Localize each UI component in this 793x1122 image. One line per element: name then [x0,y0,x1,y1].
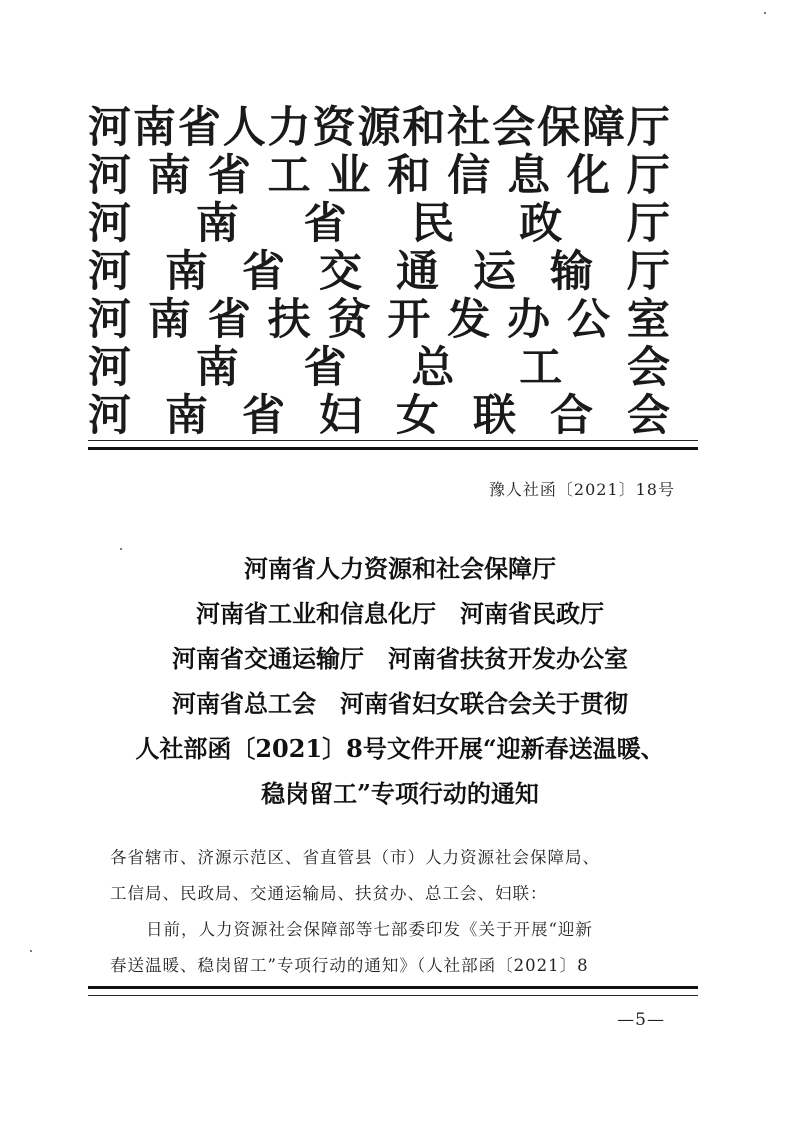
issuer-char: 南 [165,391,208,441]
title-line: 河南省工业和信息化厅 河南省民政厅 [196,599,604,628]
issuer-char: 省 [303,343,347,393]
body-paragraph [110,912,710,984]
scan-speck [120,548,122,550]
issuer-char: 资 [312,103,356,153]
issuer-char: 交 [319,247,362,297]
header-divider [88,440,698,450]
title-line: 河南省人力资源和社会保障厅 [244,554,556,583]
issuer-char: 力 [267,103,311,153]
issuer-char: 河 [88,199,131,249]
issuer-char: 合 [550,391,593,441]
issuer-char: 和 [402,103,446,153]
issuer-char: 办 [507,295,551,345]
issuer-char: 厅 [626,103,670,153]
issuer-line [88,152,670,200]
issuer-char: 工 [267,151,311,201]
issuer-char: 源 [357,103,401,153]
issuer-char: 会 [492,103,536,153]
document-title [100,546,700,816]
body-line: 日前，人力资源社会保障部等七部委印发《关于开展“迎新 [146,920,593,939]
addressee-line: 各省辖市、济源示范区、省直管县（市）人力资源社会保障局、 [110,848,600,867]
issuer-char: 扶 [267,295,311,345]
issuer-char: 河 [88,247,131,297]
issuer-char: 人 [222,103,266,153]
issuer-char: 室 [626,295,670,345]
issuer-line [88,296,670,344]
issuer-char: 女 [396,391,439,441]
issuer-header [88,104,670,440]
issuer-char: 省 [242,391,285,441]
issuer-char: 发 [447,295,491,345]
issuer-line [88,344,670,392]
document-number: 豫人社函〔2021〕18号 [488,480,675,499]
issuer-char: 南 [147,295,191,345]
issuer-char: 总 [411,343,455,393]
issuer-char: 南 [195,199,239,249]
issuer-char: 社 [447,103,491,153]
issuer-char: 政 [519,199,563,249]
title-line: 稳岗留工”专项行动的通知 [261,779,539,808]
issuer-char: 工 [519,343,563,393]
issuer-char: 厅 [626,199,670,249]
title-line: 人社部函〔2021〕8号文件开展“迎新春送温暖、 [135,734,665,763]
addressee [110,840,710,912]
issuer-char: 联 [473,391,516,441]
issuer-line [88,200,670,248]
issuer-char: 开 [387,295,431,345]
issuer-char: 运 [473,247,516,297]
issuer-char: 南 [195,343,239,393]
issuer-char: 南 [132,103,176,153]
issuer-char: 保 [537,103,581,153]
issuer-char: 省 [242,247,285,297]
issuer-char: 信 [447,151,491,201]
issuer-char: 输 [550,247,593,297]
issuer-char: 省 [207,151,251,201]
issuer-char: 化 [567,151,610,201]
issuer-char: 业 [327,151,371,201]
body-line: 春送温暖、稳岗留工”专项行动的通知》（人社部函〔2021〕8 [110,956,589,975]
issuer-char: 省 [207,295,251,345]
scan-speck [30,950,32,952]
scan-speck [764,12,766,14]
issuer-char: 南 [165,247,208,297]
issuer-line [88,392,670,440]
issuer-char: 厅 [627,247,670,297]
issuer-char: 通 [396,247,439,297]
issuer-char: 公 [567,295,610,345]
issuer-char: 厅 [626,151,670,201]
issuer-char: 息 [507,151,551,201]
issuer-char: 贫 [327,295,371,345]
issuer-char: 会 [626,343,670,393]
footer-divider [88,986,698,996]
issuer-char: 会 [627,391,670,441]
issuer-char: 河 [88,295,131,345]
issuer-char: 河 [88,391,131,441]
issuer-char: 省 [303,199,347,249]
issuer-char: 省 [177,103,221,153]
addressee-line: 工信局、民政局、交通运输局、扶贫办、总工会、妇联： [110,884,548,903]
issuer-char: 障 [581,103,625,153]
issuer-line [88,248,670,296]
page-number: —5— [617,1010,665,1030]
issuer-char: 河 [88,103,131,153]
issuer-line [88,104,670,152]
issuer-char: 南 [147,151,191,201]
issuer-char: 民 [411,199,455,249]
title-line: 河南省总工会 河南省妇女联合会关于贯彻 [172,689,628,718]
issuer-char: 妇 [319,391,362,441]
issuer-char: 河 [88,151,131,201]
issuer-char: 和 [387,151,431,201]
issuer-char: 河 [88,343,131,393]
title-line: 河南省交通运输厅 河南省扶贫开发办公室 [172,644,628,673]
